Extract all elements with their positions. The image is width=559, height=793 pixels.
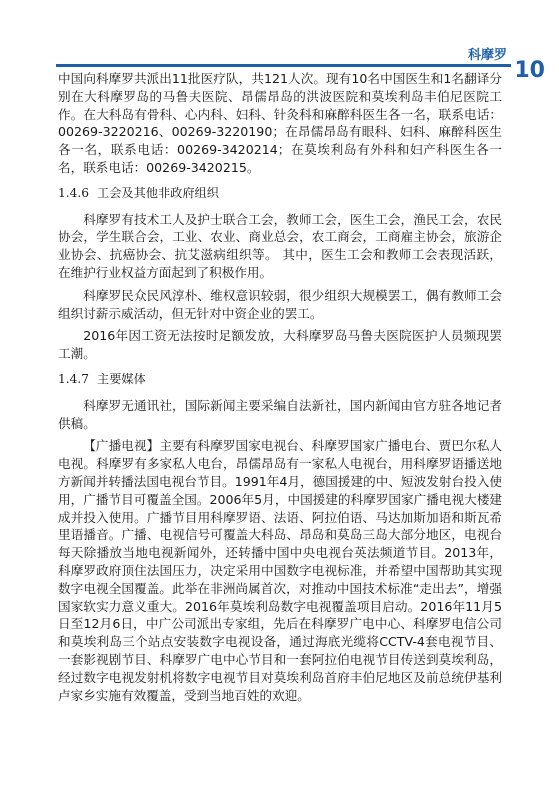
section-heading-1-4-6 xyxy=(58,185,502,203)
section-title: 主要媒体 xyxy=(97,371,146,386)
paragraph: 科摩罗民众民风淳朴、维权意识较弱，很少组织大规模罢工，偶有教师工会组织讨薪示威活动，但无针对中资企业的罢工。 xyxy=(58,287,502,321)
section-number: 1.4.7 xyxy=(58,371,90,386)
section-heading-1-4-7 xyxy=(58,371,502,389)
header-rule xyxy=(56,64,511,67)
paragraph: 科摩罗有技术工人及护士联合工会，教师工会，医生工会，渔民工会，农民协会，学生联合会，工业、农业、商业总会，农工商会，工商雇主协会，旅游企业协会、抗癌协会、抗艾滋病组织等。 其中，医生工会和教师工会表现活跃，在维护行业权益方面起到了积极作用。 xyxy=(58,211,502,280)
paragraph: 科摩罗无通讯社，国际新闻主要采编自法新社，国内新闻由官方驻各地记者供稿。 xyxy=(58,397,502,431)
page-body xyxy=(58,70,502,709)
section-title: 工会及其他非政府组织 xyxy=(97,185,219,200)
paragraph: 【广播电视】主要有科摩罗国家电视台、科摩罗国家广播电台、贾巴尔私人电视。科摩罗有多家私人电台，昂儒昂岛有一家私人电视台，用科摩罗语播送地方新闻并转播法国电视台节目。1991年4月，德国援建的中、短波发射台投入使用，广播节目可覆盖全国。2006年5月，中国援建的科摩罗国家广播电视大楼建成并投入使用。广播节目用科摩罗语、法语、阿拉伯语、马达加斯加语和斯瓦希里语播音。广播、电视信号可覆盖大科岛、昂岛和莫岛三岛大部分地区，电视台每天除播放当地电视新闻外，还转播中国中央电视台英法频道节目。2013年，科摩罗政府顶住法国压力，决定采用中国数字电视标准，并希望中国帮助其实现数字电视全国覆盖。此举在非洲尚属首次，对推动中国技术标准“走出去”，增强国家软实力意义重大。2016年莫埃利岛数字电视覆盖项目启动。2016年11月5日至12月6日，中广公司派出专家组，先后在科摩罗广电中心、科摩罗电信公司和莫埃利岛三个站点安装数字电视设备，通过海底光缆将CCTV-4套电视节目、一套影视剧节目、科摩罗广电中心节目和一套阿拉伯电视节目传送到莫埃利岛，经过数字电视发射机将数字电视节目对莫埃利岛首府丰伯尼地区及前总统伊基利卢家乡实施有效覆盖，受到当地百姓的欢迎。 xyxy=(58,438,502,703)
running-header-title: 科摩罗 xyxy=(467,48,507,63)
page-number: 10 xyxy=(514,58,545,83)
paragraph: 2016年因工资无法按时足额发放，大科摩罗岛马鲁夫医院医护人员频现罢工潮。 xyxy=(58,328,502,362)
intro-paragraph: 中国向科摩罗共派出11批医疗队，共121人次。现有10名中国医生和1名翻译分别在大科摩罗岛的马鲁夫医院、昂儒昂岛的洪波医院和莫埃利岛丰伯尼医院工作。在大科岛有骨科、心内科、妇科、针灸科和麻醉科医生各一名，联系电话：00269-3220216、00269-3220190；在昂儒昂岛有眼科、妇科、麻醉科医生各一名，联系电话：00269-3420214；在莫埃利岛有外科和妇产科医生各一名，联系电话：00269-3420215。 xyxy=(58,71,502,175)
section-number: 1.4.6 xyxy=(58,185,90,200)
